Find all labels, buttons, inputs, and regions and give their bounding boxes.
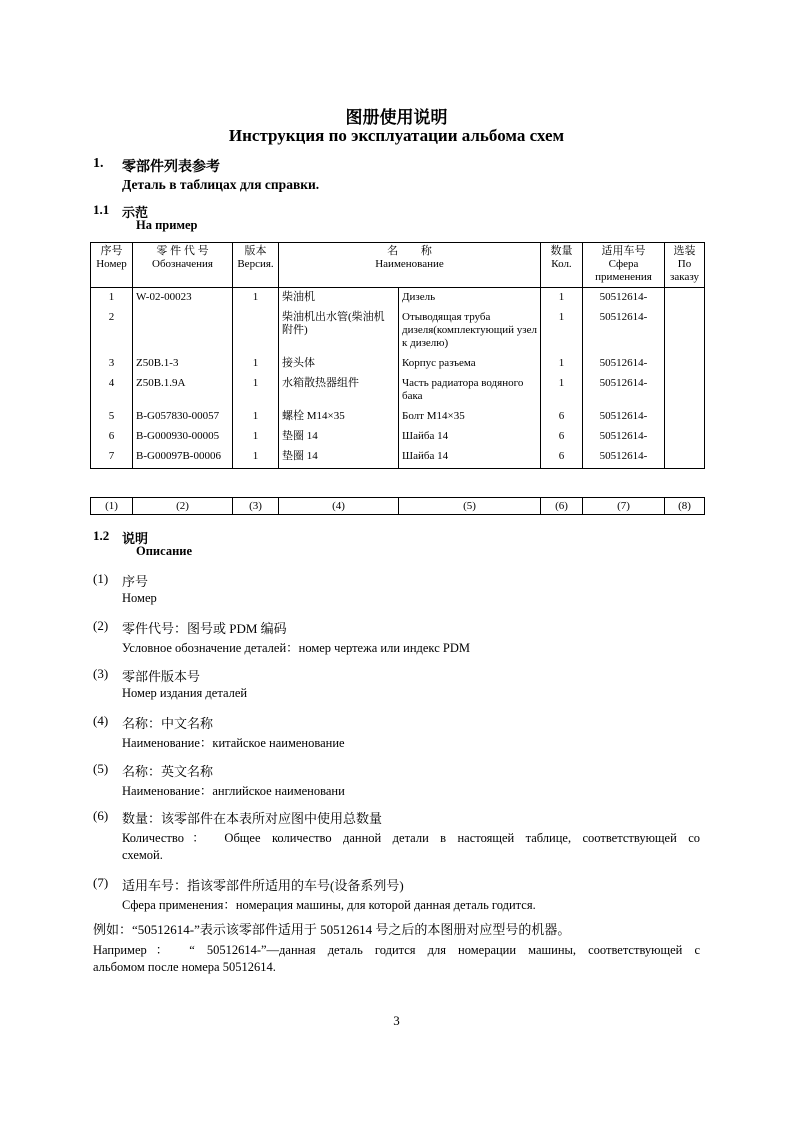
column-number-6: (6) <box>541 498 583 515</box>
table-row <box>91 428 705 448</box>
item-text-cn: 适用车号：指该零部件所适用的车号(设备系列号) <box>122 878 404 893</box>
cell-code: B-G057830-00057 <box>133 408 233 428</box>
example-text-ru: Например： “ 50512614-”—данная деталь годится для номерации машины, соответствующей с <box>93 943 700 957</box>
cell-qty: 1 <box>541 309 583 355</box>
item-text-ru: Сфера применения：номерация машины, для которой данная деталь годится. <box>122 898 536 912</box>
section-1-1-title-cn: 示范 <box>122 205 149 220</box>
cell-code: W-02-00023 <box>133 288 233 310</box>
cell-number: 7 <box>91 448 133 469</box>
page-number: 3 <box>393 1013 400 1028</box>
item-text-ru: Наименование：китайское наименование <box>122 736 345 750</box>
column-number-4: (4) <box>279 498 399 515</box>
item-number: (4) <box>93 713 109 728</box>
page-title-cn: 图册使用说明 <box>345 108 448 127</box>
cell-name-ru: Отыводящая труба дизеля(комплектующий узел к дизелю) <box>399 309 541 355</box>
example-text-ru-continued: альбомом после номера 50512614. <box>93 960 276 974</box>
item-text-cn: 数量：该零部件在本表所对应图中使用总数量 <box>122 811 383 826</box>
cell-applicability: 50512614- <box>583 408 665 428</box>
cell-number: 1 <box>91 288 133 310</box>
item-number: (1) <box>93 571 109 586</box>
cell-name-cn: 水箱散热器组件 <box>279 375 399 408</box>
header-version: 版本 Версия. <box>233 243 279 288</box>
cell-code: Z50B.1.9A <box>133 375 233 408</box>
cell-version: 1 <box>233 375 279 408</box>
header-applicability: 适用车号 Сфера применения <box>583 243 665 288</box>
header-optional: 选装 По заказу <box>665 243 705 288</box>
column-numbers-row <box>90 497 705 515</box>
cell-name-ru: Шайба 14 <box>399 448 541 469</box>
cell-version: 1 <box>233 355 279 375</box>
cell-optional <box>665 408 705 428</box>
table-row <box>91 355 705 375</box>
item-text-ru: Номер <box>122 591 157 605</box>
table-row <box>91 408 705 428</box>
cell-name-ru: Часть радиатора водяного бака <box>399 375 541 408</box>
table-row <box>91 288 705 310</box>
cell-code <box>133 309 233 355</box>
item-text-ru: Наименование：английское наименовани <box>122 784 345 798</box>
item-number: (5) <box>93 761 109 776</box>
section-1-title-ru: Деталь в таблицах для справки. <box>122 177 320 192</box>
cell-qty: 1 <box>541 288 583 310</box>
section-1-title-cn: 零部件列表参考 <box>122 160 220 175</box>
item-text-ru-continued: схемой. <box>122 848 163 862</box>
item-number: (2) <box>93 618 109 633</box>
cell-number: 3 <box>91 355 133 375</box>
cell-code: Z50B.1-3 <box>133 355 233 375</box>
cell-name-ru: Корпус разъема <box>399 355 541 375</box>
cell-qty: 1 <box>541 355 583 375</box>
cell-applicability: 50512614- <box>583 375 665 408</box>
section-1-2-title-cn: 说明 <box>122 531 149 546</box>
table-header-row <box>91 243 705 288</box>
section-1-2-title-ru: Описание <box>136 544 193 558</box>
cell-name-cn: 垫圈 14 <box>279 448 399 469</box>
cell-name-cn: 螺栓 M14×35 <box>279 408 399 428</box>
section-1-number: 1. <box>93 156 104 171</box>
cell-qty: 6 <box>541 428 583 448</box>
cell-optional <box>665 428 705 448</box>
header-name: 名 称 Наименование <box>279 243 541 288</box>
cell-qty: 6 <box>541 448 583 469</box>
cell-name-ru: Болт M14×35 <box>399 408 541 428</box>
cell-applicability: 50512614- <box>583 309 665 355</box>
cell-applicability: 50512614- <box>583 288 665 310</box>
item-text-cn: 名称：中文名称 <box>122 716 214 731</box>
cell-version: 1 <box>233 408 279 428</box>
cell-number: 6 <box>91 428 133 448</box>
parts-table <box>90 242 705 469</box>
page-title-ru: Инструкция по эксплуатации альбома схем <box>228 126 565 145</box>
table-row <box>91 375 705 408</box>
item-text-cn: 序号 <box>122 574 149 589</box>
section-1-1-title-ru: На пример <box>136 218 198 232</box>
cell-version <box>233 309 279 355</box>
cell-number: 4 <box>91 375 133 408</box>
cell-name-cn: 垫圈 14 <box>279 428 399 448</box>
cell-optional <box>665 288 705 310</box>
header-code: 零 件 代 号 Обозначения <box>133 243 233 288</box>
item-text-ru: Условное обозначение деталей：номер чертежа или индекс PDM <box>122 641 470 655</box>
cell-number: 2 <box>91 309 133 355</box>
item-text-cn: 零部件版本号 <box>122 669 201 684</box>
item-text-cn: 零件代号：图号或 PDM 编码 <box>122 621 287 636</box>
cell-optional <box>665 375 705 408</box>
table-row <box>91 309 705 355</box>
item-text-ru: Номер издания деталей <box>122 686 248 700</box>
cell-code: B-G00097B-00006 <box>133 448 233 469</box>
column-number-3: (3) <box>233 498 279 515</box>
section-1-1-number: 1.1 <box>93 202 110 217</box>
column-number-8: (8) <box>665 498 705 515</box>
cell-code: B-G000930-00005 <box>133 428 233 448</box>
cell-applicability: 50512614- <box>583 428 665 448</box>
item-number: (6) <box>93 808 109 823</box>
cell-name-cn: 接头体 <box>279 355 399 375</box>
header-number: 序号 Номер <box>91 243 133 288</box>
section-1-2-number: 1.2 <box>93 528 110 543</box>
table-row <box>91 448 705 469</box>
example-text-cn: 例如：“50512614-”表示该零部件适用于 50512614 号之后的本图册对应型号的机器。 <box>93 922 571 937</box>
header-qty: 数量 Кол. <box>541 243 583 288</box>
cell-name-ru: Шайба 14 <box>399 428 541 448</box>
cell-applicability: 50512614- <box>583 355 665 375</box>
item-number: (7) <box>93 875 109 890</box>
column-number-5: (5) <box>399 498 541 515</box>
item-text-ru: Количество： Общее количество данной детали в настоящей таблице, соответствующей со <box>122 831 700 845</box>
cell-version: 1 <box>233 448 279 469</box>
cell-name-cn: 柴油机出水管(柴油机附件) <box>279 309 399 355</box>
cell-name-ru: Дизель <box>399 288 541 310</box>
column-number-1: (1) <box>91 498 133 515</box>
column-number-7: (7) <box>583 498 665 515</box>
cell-version: 1 <box>233 428 279 448</box>
cell-version: 1 <box>233 288 279 310</box>
cell-optional <box>665 448 705 469</box>
cell-optional <box>665 309 705 355</box>
cell-qty: 6 <box>541 408 583 428</box>
cell-applicability: 50512614- <box>583 448 665 469</box>
cell-name-cn: 柴油机 <box>279 288 399 310</box>
item-number: (3) <box>93 666 109 681</box>
cell-optional <box>665 355 705 375</box>
cell-qty: 1 <box>541 375 583 408</box>
item-text-cn: 名称：英文名称 <box>122 764 214 779</box>
column-number-2: (2) <box>133 498 233 515</box>
cell-number: 5 <box>91 408 133 428</box>
